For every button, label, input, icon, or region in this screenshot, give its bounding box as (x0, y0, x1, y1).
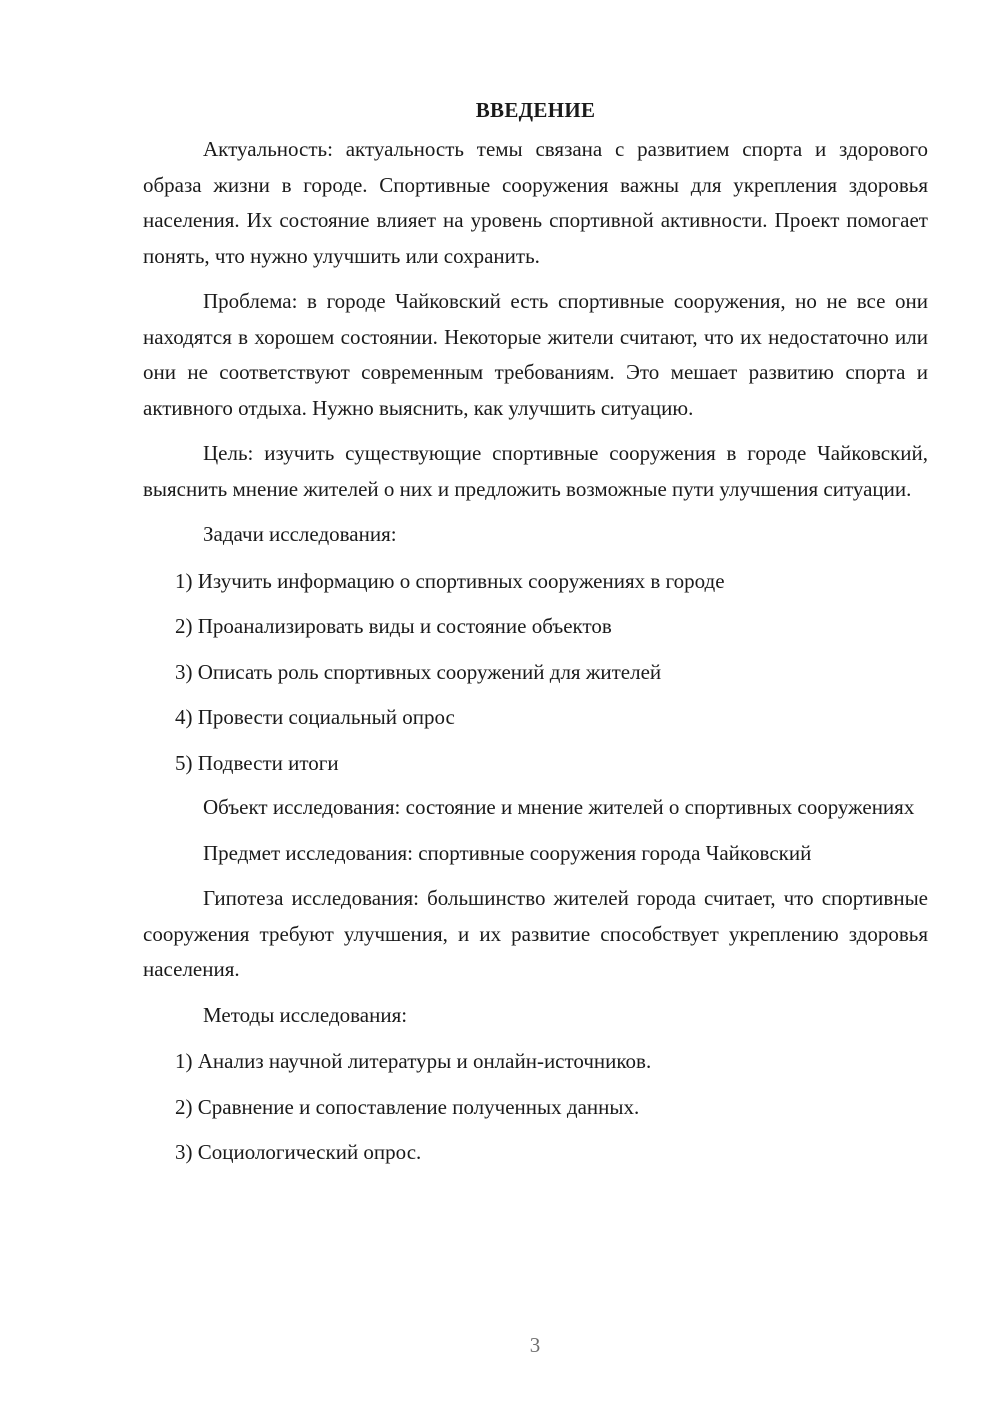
problem-paragraph: Проблема: в городе Чайковский есть спортивные сооружения, но не все они находятся в хорошем состоянии. Некоторые жители считают, что их недостаточно или они не соответствуют современным требованиям. Это мешает развитию спорта и активного отдыха. Нужно выяснить, как улучшить ситуацию. (143, 289, 928, 420)
task-item: 4) Провести социальный опрос (175, 705, 455, 729)
subject-paragraph: Предмет исследования: спортивные сооружения города Чайковский (203, 840, 812, 865)
task-item: 3) Описать роль спортивных сооружений для жителей (175, 659, 662, 684)
document-page (143, 92, 928, 1180)
hypothesis-paragraph: Гипотеза исследования: большинство жителей города считает, что спортивные сооружения требуют улучшения, и их развитие способствует укреплению здоровья населения. (143, 886, 928, 981)
task-item: 5) Подвести итоги (175, 750, 339, 775)
method-item: 3) Социологический опрос. (175, 1140, 422, 1164)
section-heading: ВВЕДЕНИЕ (475, 98, 596, 122)
tasks-heading: Задачи исследования: (203, 522, 397, 546)
tasks-list (143, 563, 928, 781)
methods-list (143, 1043, 928, 1170)
goal-paragraph: Цель: изучить существующие спортивные сооружения в городе Чайковский, выяснить мнение жителей о них и предложить возможные пути улучшения ситуации. (143, 441, 928, 501)
task-item: 2) Проанализировать виды и состояние объектов (175, 614, 612, 638)
method-item: 1) Анализ научной литературы и онлайн-источников. (175, 1049, 652, 1073)
methods-heading: Методы исследования: (203, 1002, 408, 1027)
page-number: 3 (529, 1333, 541, 1357)
object-paragraph: Объект исследования: состояние и мнение жителей о спортивных сооружениях (203, 795, 915, 819)
method-item: 2) Сравнение и сопоставление полученных данных. (175, 1094, 640, 1119)
relevance-paragraph: Актуальность: актуальность темы связана с развитием спорта и здорового образа жизни в городе. Спортивные сооружения важны для укрепления здоровья населения. Их состояние влияет на уровень спортивной активности. Проект помогает понять, что нужно улучшить или сохранить. (143, 137, 928, 268)
task-item: 1) Изучить информацию о спортивных сооружениях в городе (175, 568, 725, 593)
